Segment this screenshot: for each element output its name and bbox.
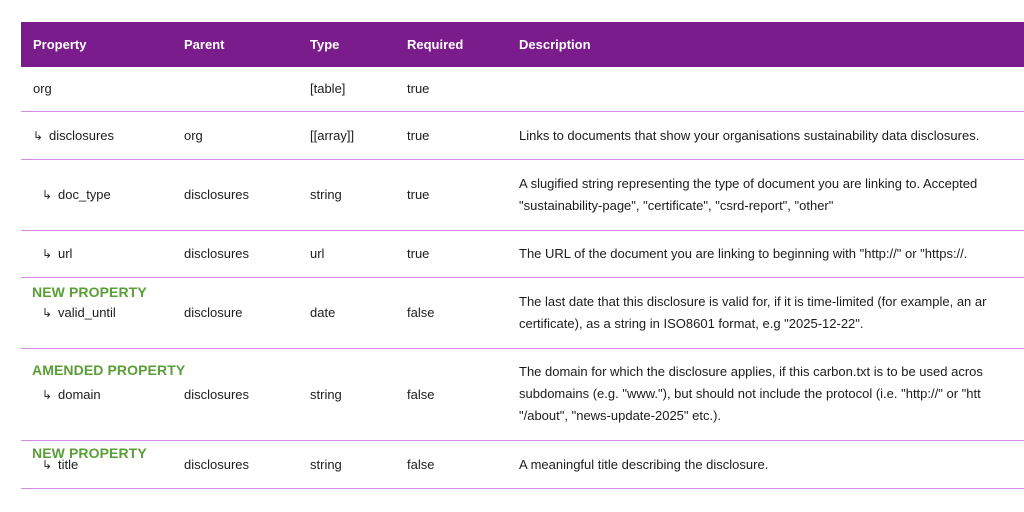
type-cell: string [310,386,342,402]
description-line: The last date that this disclosure is valid for, if it is time-limited (for example, an ar [519,293,987,309]
header-row [21,22,1024,67]
parent-cell: disclosures [184,187,250,202]
header-description: Description [519,37,591,52]
child-arrow-icon: ↳ [42,457,53,472]
required-cell: false [407,305,435,320]
parent-cell: disclosure [184,305,243,320]
property-cell [21,230,172,277]
child-arrow-icon: ↳ [42,387,53,402]
child-arrow-icon: ↳ [42,306,53,320]
property-name: domain [58,386,101,402]
table-row [21,230,1024,277]
required-cell: true [407,81,430,97]
table-body [21,67,1024,488]
parent-cell: disclosures [184,246,250,261]
description-cell [507,348,1024,440]
required-cell: true [407,246,430,261]
type-cell: date [310,305,336,320]
type-cell: [table] [310,81,346,97]
property-cell [21,111,172,159]
table-row [21,111,1024,159]
header-type: Type [310,37,340,52]
header-required: Required [407,37,464,52]
description-line: A slugified string representing the type of document you are linking to. Accepted [519,175,978,191]
description-line: "/about", "news-update-2025" etc.). [519,408,722,423]
child-arrow-icon: ↳ [33,128,44,143]
description-cell: Links to documents that show your organisations sustainability data disclosures. [519,127,980,143]
table-header [21,22,1024,67]
property-cell [21,440,172,488]
parent-cell: disclosures [184,386,250,402]
child-arrow-icon: ↳ [42,188,53,202]
description-cell: A meaningful title describing the disclosure. [519,456,769,472]
table-row [21,348,1024,440]
new-property-badge: NEW PROPERTY [32,283,147,300]
property-name: org [33,81,52,97]
parent-cell [172,67,298,111]
property-label [42,305,116,320]
property-name: disclosures [49,127,115,143]
new-property-badge: NEW PROPERTY [32,444,147,461]
property-cell [21,67,172,111]
description-line: subdomains (e.g. "www."), but should not include the protocol (i.e. "http://" or "htt [519,386,981,401]
type-cell: url [310,246,325,261]
property-label [42,387,101,402]
table-row [21,67,1024,111]
parent-cell: org [184,127,203,143]
header-property: Property [33,37,87,52]
child-arrow-icon: ↳ [42,247,53,261]
description-cell [507,277,1024,348]
table-row [21,159,1024,230]
property-cell [21,159,172,230]
property-cell [21,348,186,440]
required-cell: false [407,386,435,402]
type-cell: string [310,187,342,202]
type-cell: string [310,456,342,472]
required-cell: true [407,187,430,202]
description-line: certificate), as a string in ISO8601 format, e.g "2025-12-22". [519,315,864,331]
property-name: doc_type [58,187,111,202]
table-row [21,277,1024,348]
schema-table-container [21,22,1024,489]
amended-property-badge: AMENDED PROPERTY [32,361,186,378]
description-cell: The URL of the document you are linking to beginning with "http://" or "https://. [519,246,968,261]
property-name: title [58,456,79,472]
type-cell: [[array]] [310,127,355,143]
description-line: The domain for which the disclosure applies, if this carbon.txt is to be used acros [519,364,983,379]
parent-cell: disclosures [184,456,250,472]
header-parent: Parent [184,37,225,52]
property-name: valid_until [58,305,116,320]
property-name: url [58,246,73,261]
property-cell [21,277,172,348]
schema-table [21,22,1024,489]
description-cell [507,67,1024,111]
description-cell [507,159,1024,230]
required-cell: true [407,127,430,143]
description-line: "sustainability-page", "certificate", "csrd-report", "other" [519,197,834,213]
required-cell: false [407,456,435,472]
table-row [21,440,1024,488]
